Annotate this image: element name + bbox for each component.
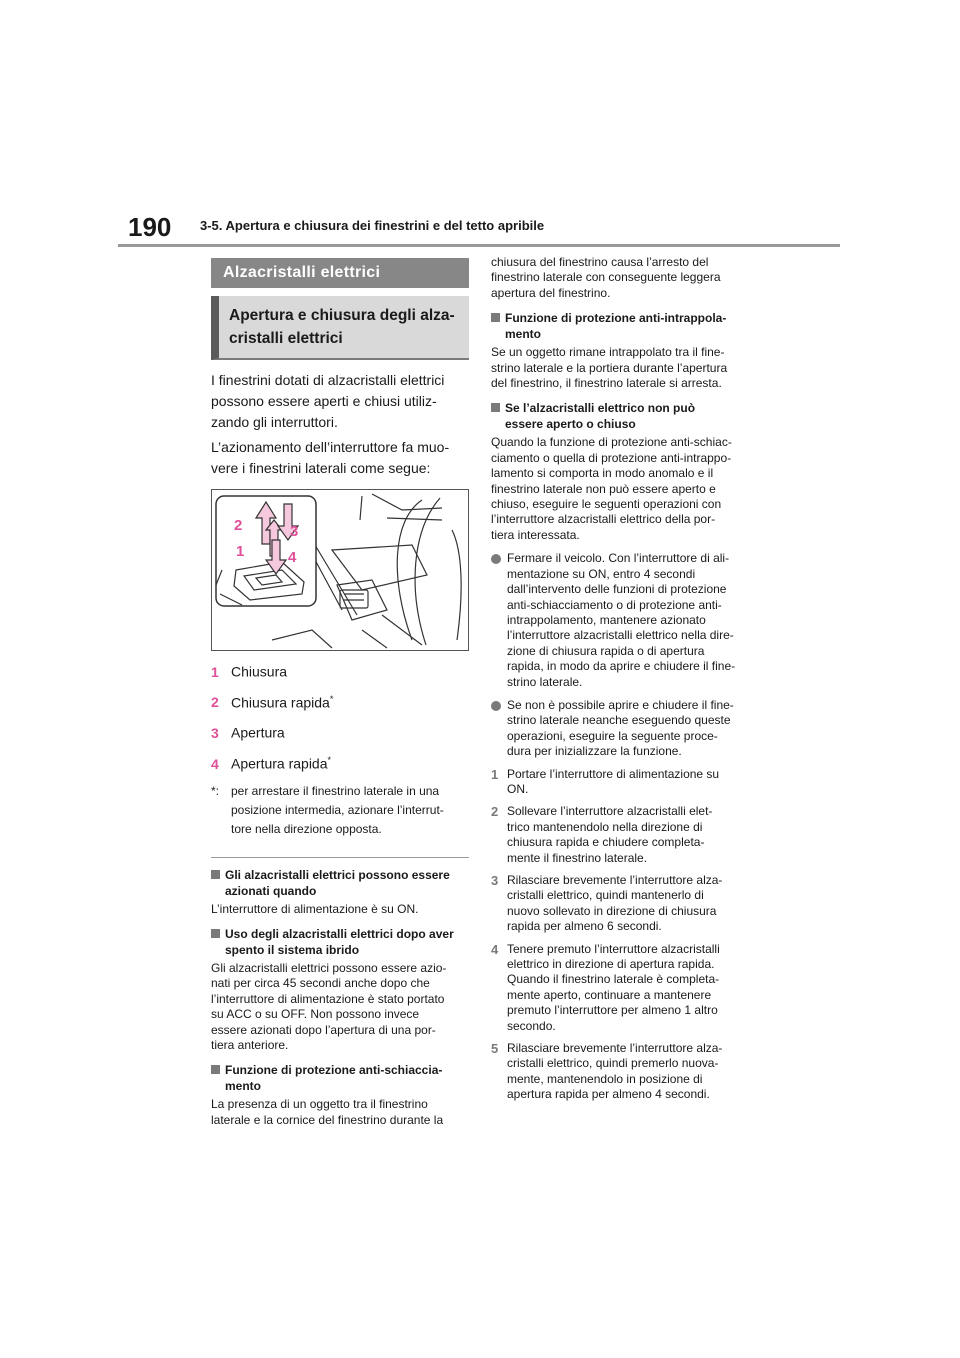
intro-line: I finestrini dotati di alzacristalli elettrici — [211, 372, 445, 388]
step-number: 4 — [491, 941, 499, 957]
note-body: La presenza di un oggetto tra il finestrino laterale e la cornice del finestrino durante la — [211, 1097, 444, 1127]
callout-4: 4 — [288, 549, 297, 566]
footnote-line: per arrestare il finestrino laterale in una — [231, 783, 440, 798]
right-column — [491, 255, 753, 1103]
figure-legend — [211, 659, 469, 773]
note-heading: Funzione di protezione anti-schiaccia- mento — [211, 1062, 469, 1094]
bullet-item: Fermare il veicolo. Con l’interruttore di ali- mentazione su ON, entro 4 secondi dall’intervento delle funzioni di protezione anti-schiacciamento o di protezione anti- intrappolamento, mantenere azionato l’interruttore alzacristalli elettrico nella dire- zione di chiusura rapida o di apertura rapida, in modo da aprire e chiudere il fine- strino laterale. — [491, 551, 753, 690]
subsection-banner-line: cristalli elettrici — [229, 330, 343, 347]
switch-drawing — [212, 490, 468, 650]
note-heading: Uso degli alzacristalli elettrici dopo aver spento il sistema ibrido — [211, 926, 469, 958]
intro-paragraph — [211, 370, 469, 433]
intro-line: zando gli interruttori. — [211, 414, 338, 430]
footnote-line: posizione intermedia, azionare l’interrut- — [231, 802, 444, 817]
note-body: Se un oggetto rimane intrappolato tra il fine- strino laterale e la portiera durante l’apertura del finestrino, il finestrino laterale si arresta. — [491, 345, 728, 391]
intro-paragraph — [211, 437, 469, 479]
callout-2: 2 — [234, 517, 243, 534]
header-rule — [118, 244, 840, 247]
legend-number: 1 — [211, 663, 219, 680]
note-heading: Se l’alzacristalli elettrico non può essere aperto o chiuso — [491, 400, 753, 432]
legend-item — [211, 690, 469, 712]
step-number: 1 — [491, 766, 499, 782]
step-number: 2 — [491, 804, 499, 820]
section-divider — [211, 857, 469, 858]
intro-line: possono essere aperti e chiusi utiliz- — [211, 393, 437, 409]
step-number: 5 — [491, 1041, 499, 1057]
intro-line: L’azionamento dell’interruttore fa muo- — [211, 439, 450, 455]
step-item: 4 Tenere premuto l’interruttore alzacristalli elettrico in direzione di apertura rapida. Quando il finestrino laterale è completa- mente aperto, continuare a mantenere premuto l’interruttore per almeno 1 altro secondo. — [491, 941, 720, 1033]
subsection-banner-line: Apertura e chiusura degli alza- — [229, 307, 455, 324]
legend-item — [211, 720, 469, 742]
intro-text — [211, 370, 469, 479]
bullet-item: Se non è possibile aprire e chiudere il fine- strino laterale neanche eseguendo queste operazioni, eseguire la seguente proce- dura per inizializzare la funzione. — [491, 698, 753, 760]
note-body: Quando la funzione di protezione anti-schiac- ciamento o quella di protezione anti-intrappo- lamento si comporta in modo anomalo e il finestrino laterale non può essere aperto e chiuso, eseguire le seguenti operazioni con l’interruttore alzacristalli elettrico della por- tiera interessata. — [491, 435, 732, 542]
step-item: 1 Portare l’interruttore di alimentazione su ON. — [491, 766, 720, 796]
page-number: 190 — [128, 212, 172, 242]
legend-label: Chiusura — [231, 663, 288, 680]
legend-label: Chiusura rapida — [231, 694, 330, 711]
window-switch-illustration — [211, 489, 469, 651]
step-number: 3 — [491, 873, 499, 888]
legend-item — [211, 659, 469, 681]
legend-number: 4 — [211, 755, 219, 772]
callout-1: 1 — [236, 543, 245, 560]
legend-asterisk: * — [329, 693, 334, 704]
note-heading: Funzione di protezione anti-intrappola- mento — [491, 310, 753, 342]
callout-3: 3 — [290, 523, 299, 540]
footnote — [211, 782, 469, 839]
legend-item — [211, 751, 469, 773]
legend-asterisk: * — [327, 754, 332, 765]
note-heading: Gli alzacristalli elettrici possono essere azionati quando — [211, 867, 469, 899]
intro-line: vere i finestrini laterali come segue: — [211, 460, 431, 476]
step-item: 3 Rilasciare brevemente l’interruttore alza- cristalli elettrico, quindi mantenerlo di nuovo sollevato in direzione di chiusura rapida per almeno 6 secondi. — [491, 873, 723, 934]
left-column — [211, 258, 469, 1128]
legend-number: 2 — [211, 694, 219, 711]
section-header-title: 3-5. Apertura e chiusura dei finestrini e del tetto apribile — [200, 218, 545, 233]
note-body: L’interruttore di alimentazione è su ON. — [211, 901, 419, 916]
legend-number: 3 — [211, 724, 219, 741]
section-banner: Alzacristalli elettrici — [211, 258, 469, 288]
note-body: Gli alzacristalli elettrici possono essere azio- nati per circa 45 secondi anche dopo che l’interruttore di alimentazione è stato portato su ACC o su OFF. Non possono invece essere azionati dopo l’apertura di una por- tiera anteriore. — [211, 961, 447, 1053]
legend-label: Apertura rapida — [231, 755, 328, 772]
subsection-banner — [211, 296, 469, 360]
footnote-line: tore nella direzione opposta. — [231, 821, 382, 836]
continued-text: chiusura del finestrino causa l’arresto del finestrino laterale con conseguente leggera apertura del finestrino. — [491, 255, 721, 300]
legend-label: Apertura — [231, 724, 285, 741]
footnote-mark: *: — [211, 783, 220, 798]
step-item: 2 Sollevare l’interruttore alzacristalli elet- trico mantenendolo nella direzione di chiusura rapida e chiudere completa- mente il finestrino laterale. — [491, 804, 713, 865]
step-item: 5 Rilasciare brevemente l’interruttore alza- cristalli elettrico, quindi premerlo nuova- mente, mantenendolo in posizione di apertura rapida per almeno 4 secondi. — [491, 1041, 723, 1102]
